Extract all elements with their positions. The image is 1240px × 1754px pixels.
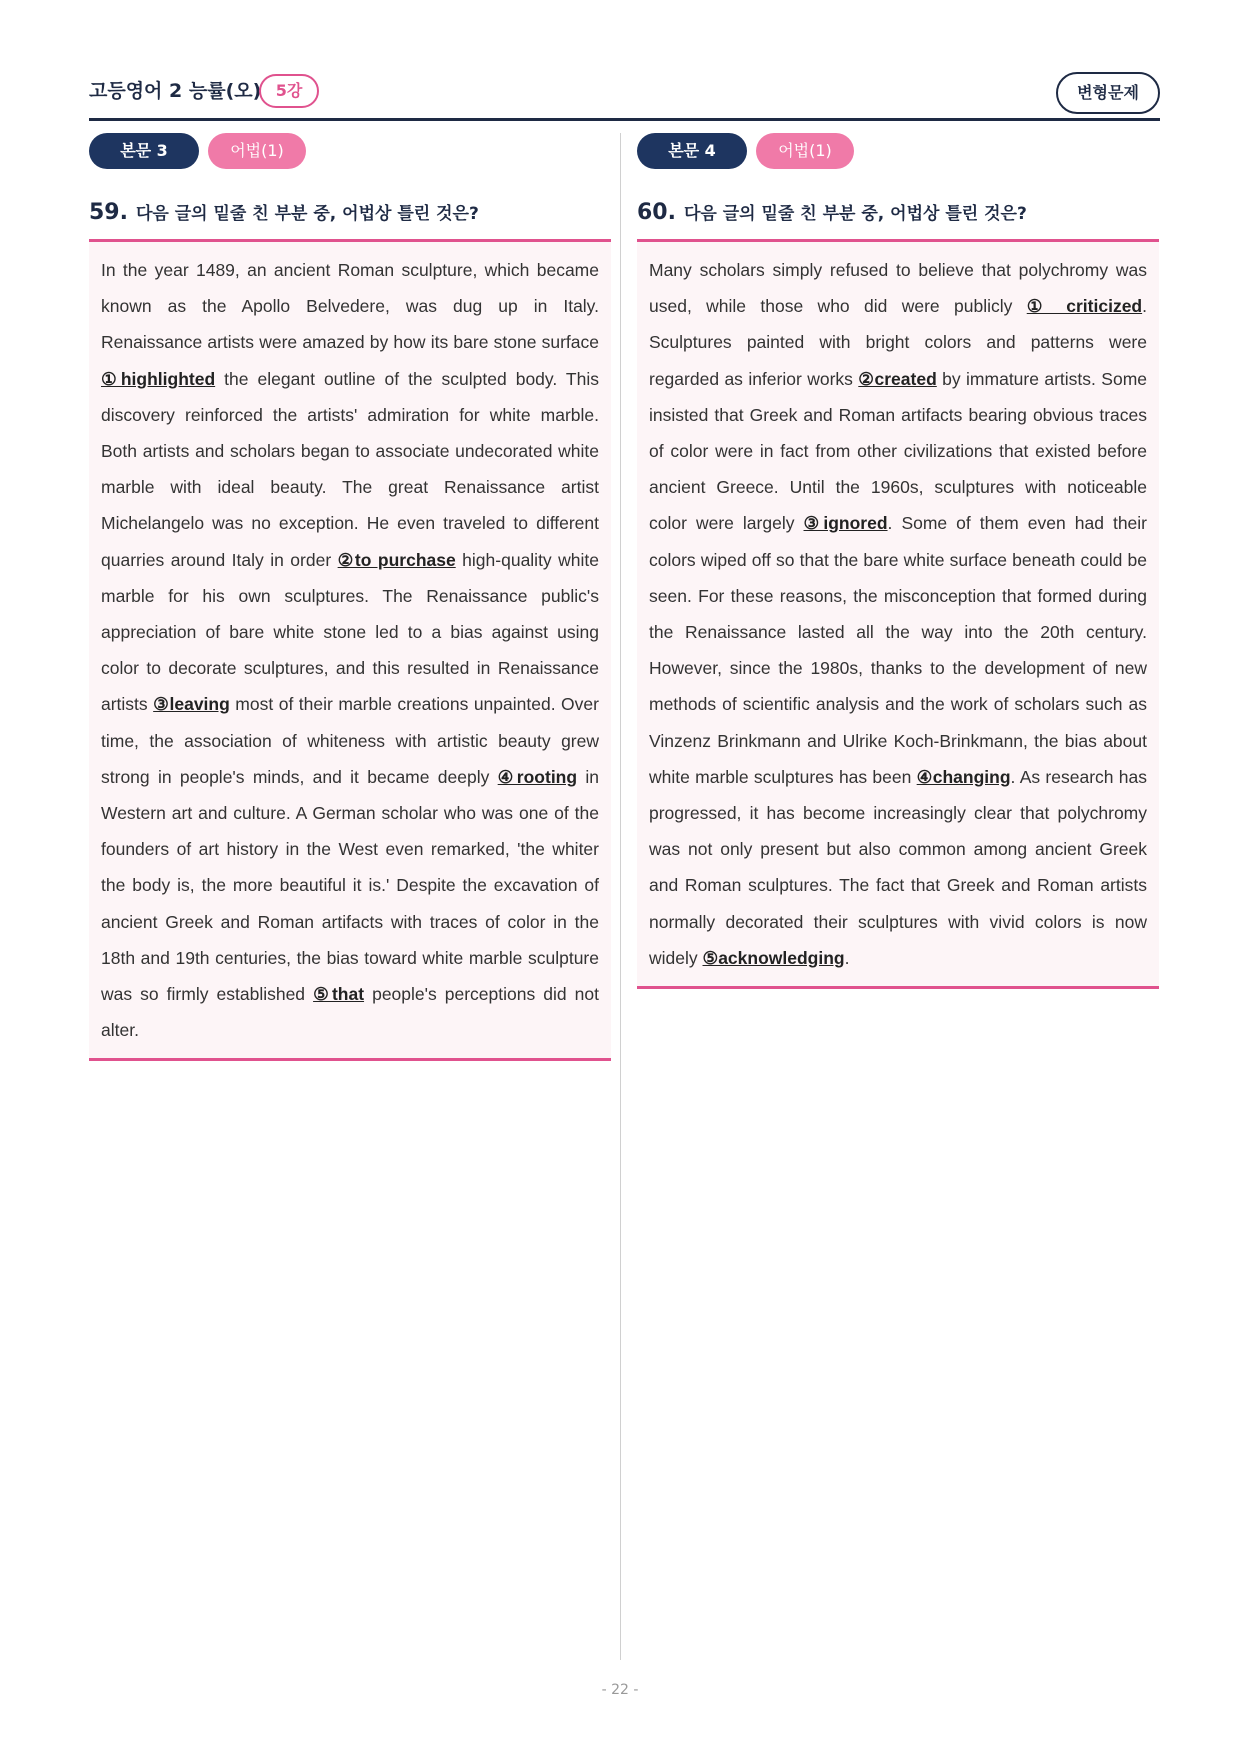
underlined-option: ⑤acknowledging	[702, 947, 845, 968]
page-header	[89, 72, 1160, 120]
lesson-badge: 5강	[259, 74, 319, 108]
right-tags	[637, 133, 1159, 169]
passage-bottom-rule	[637, 986, 1159, 989]
category-tag: 어법(1)	[208, 133, 306, 169]
passage-segment: .	[844, 947, 850, 968]
passage-segment: people's perceptions did not alter.	[101, 984, 599, 1041]
underlined-option: ②to purchase	[337, 549, 456, 570]
question-heading	[637, 199, 1159, 229]
left-tags	[89, 133, 611, 169]
passage-segment: most of their marble creations unpainted. Over time, the association of whiteness with artistic beauty grew strong in people's minds, and it became deeply	[101, 694, 599, 787]
question-type-badge: 변형문제	[1056, 72, 1160, 114]
underlined-option: ③ignored	[803, 513, 888, 534]
question-number: 60.	[637, 200, 676, 225]
underlined-option: ① criticized	[1026, 296, 1143, 317]
passage-text	[637, 242, 1159, 986]
category-tag: 어법(1)	[756, 133, 854, 169]
underlined-option: ①highlighted	[101, 368, 216, 389]
passage-text	[89, 242, 611, 1058]
passage-segment: . Sculptures painted with bright colors and patterns were regarded as inferior works	[649, 296, 1147, 389]
question-text: 다음 글의 밑줄 친 부분 중, 어법상 틀린 것은?	[135, 204, 479, 224]
passage-segment: the elegant outline of the sculpted body. This discovery reinforced the artists' admiration for white marble. Both artists and scholars began to associate undecorated white marble with ideal beauty. The great Renaissance artist Michelangelo was no exception. He even traveled to different quarries around Italy in order	[101, 368, 599, 570]
passage-segment: . As research has progressed, it has become increasingly clear that polychromy was not only present but also common among ancient Greek and Roman sculptures. The fact that Greek and Roman artists normally decorated their sculptures with vivid colors is now widely	[649, 766, 1148, 968]
page-number: - 22 -	[601, 1682, 639, 1698]
passage-segment: in Western art and culture. A German scholar who was one of the founders of art history in the West even remarked, 'the whiter the body is, the more beautiful it is.' Despite the excavation of ancient Greek and Roman artifacts with traces of color in the 18th and 19th centuries, the bias toward white marble sculpture was so firmly established	[101, 766, 600, 1005]
question-text: 다음 글의 밑줄 친 부분 중, 어법상 틀린 것은?	[683, 204, 1027, 224]
question-heading	[89, 199, 611, 229]
passage-bottom-rule	[89, 1058, 611, 1061]
book-title: 고등영어 2 능률(오)	[89, 80, 262, 102]
header-divider	[89, 118, 1160, 121]
passage-segment: Many scholars simply refused to believe that polychromy was used, while those who did were publicly	[649, 260, 1147, 317]
column-divider	[620, 133, 621, 1660]
passage-segment: high-quality white marble for his own sculptures. The Renaissance public's appreciation of bare white stone led to a bias against using color to decorate sculptures, and this resulted in Renaissance artists	[101, 549, 600, 715]
question-number: 59.	[89, 200, 128, 225]
passage-segment: by immature artists. Some insisted that Greek and Roman artifacts bearing obvious traces of color were in fact from other civilizations that existed before ancient Greece. Until the 1960s, sculptures with noticeable color were largely	[649, 368, 1148, 534]
right-column	[637, 133, 1159, 989]
passage-segment: In the year 1489, an ancient Roman sculpture, which became known as the Apollo Belvedere, was dug up in Italy. Renaissance artists were amazed by how its bare stone surface	[101, 260, 599, 353]
left-column	[89, 133, 611, 1061]
underlined-option: ⑤that	[313, 984, 365, 1005]
underlined-option: ③leaving	[153, 694, 230, 715]
passage-segment: . Some of them even had their colors wiped off so that the bare white surface beneath could be seen. For these reasons, the misconception that formed during the Renaissance lasted all the way into the 20th century. However, since the 1980s, thanks to the development of new methods of scientific analysis and the work of scholars such as Vinzenz Brinkmann and Ulrike Koch-Brinkmann, the bias about white marble sculptures has been	[649, 513, 1147, 787]
underlined-option: ④rooting	[497, 766, 578, 787]
section-tag: 본문 4	[637, 133, 747, 169]
underlined-option: ②created	[858, 368, 937, 389]
section-tag: 본문 3	[89, 133, 199, 169]
underlined-option: ④changing	[916, 766, 1011, 787]
